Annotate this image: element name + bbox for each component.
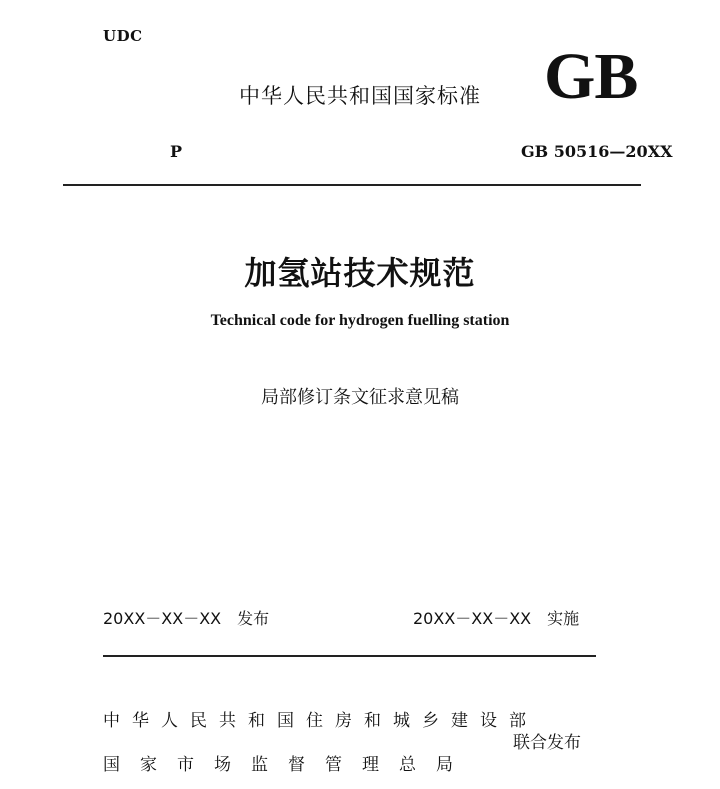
publish-line <box>103 606 269 629</box>
udc-label: UDC <box>103 27 143 45</box>
issuer-administration: 国家市场监督管理总局 <box>103 755 473 775</box>
publish-label: 发布 <box>237 609 270 628</box>
issuer-ministry: 中华人民共和国住房和城乡建设部 <box>103 711 538 731</box>
draft-note: 局部修订条文征求意见稿 <box>261 387 459 408</box>
national-standard-heading: 中华人民共和国国家标准 <box>239 84 481 108</box>
gb-logo: GB <box>544 40 638 113</box>
document-title: 加氢站技术规范 <box>244 254 476 292</box>
publish-date: 20XX－XX－XX <box>103 609 222 628</box>
classification-code: P <box>170 142 183 161</box>
english-title: Technical code for hydrogen fuelling station <box>210 312 510 329</box>
footer-divider <box>103 655 596 657</box>
standard-number: GB 50516—20XX <box>521 142 673 161</box>
implement-date: 20XX－XX－XX <box>413 609 532 628</box>
joint-issue-label: 联合发布 <box>513 733 581 753</box>
implement-line <box>413 606 579 629</box>
implement-label: 实施 <box>547 609 580 628</box>
header-divider <box>63 184 641 186</box>
